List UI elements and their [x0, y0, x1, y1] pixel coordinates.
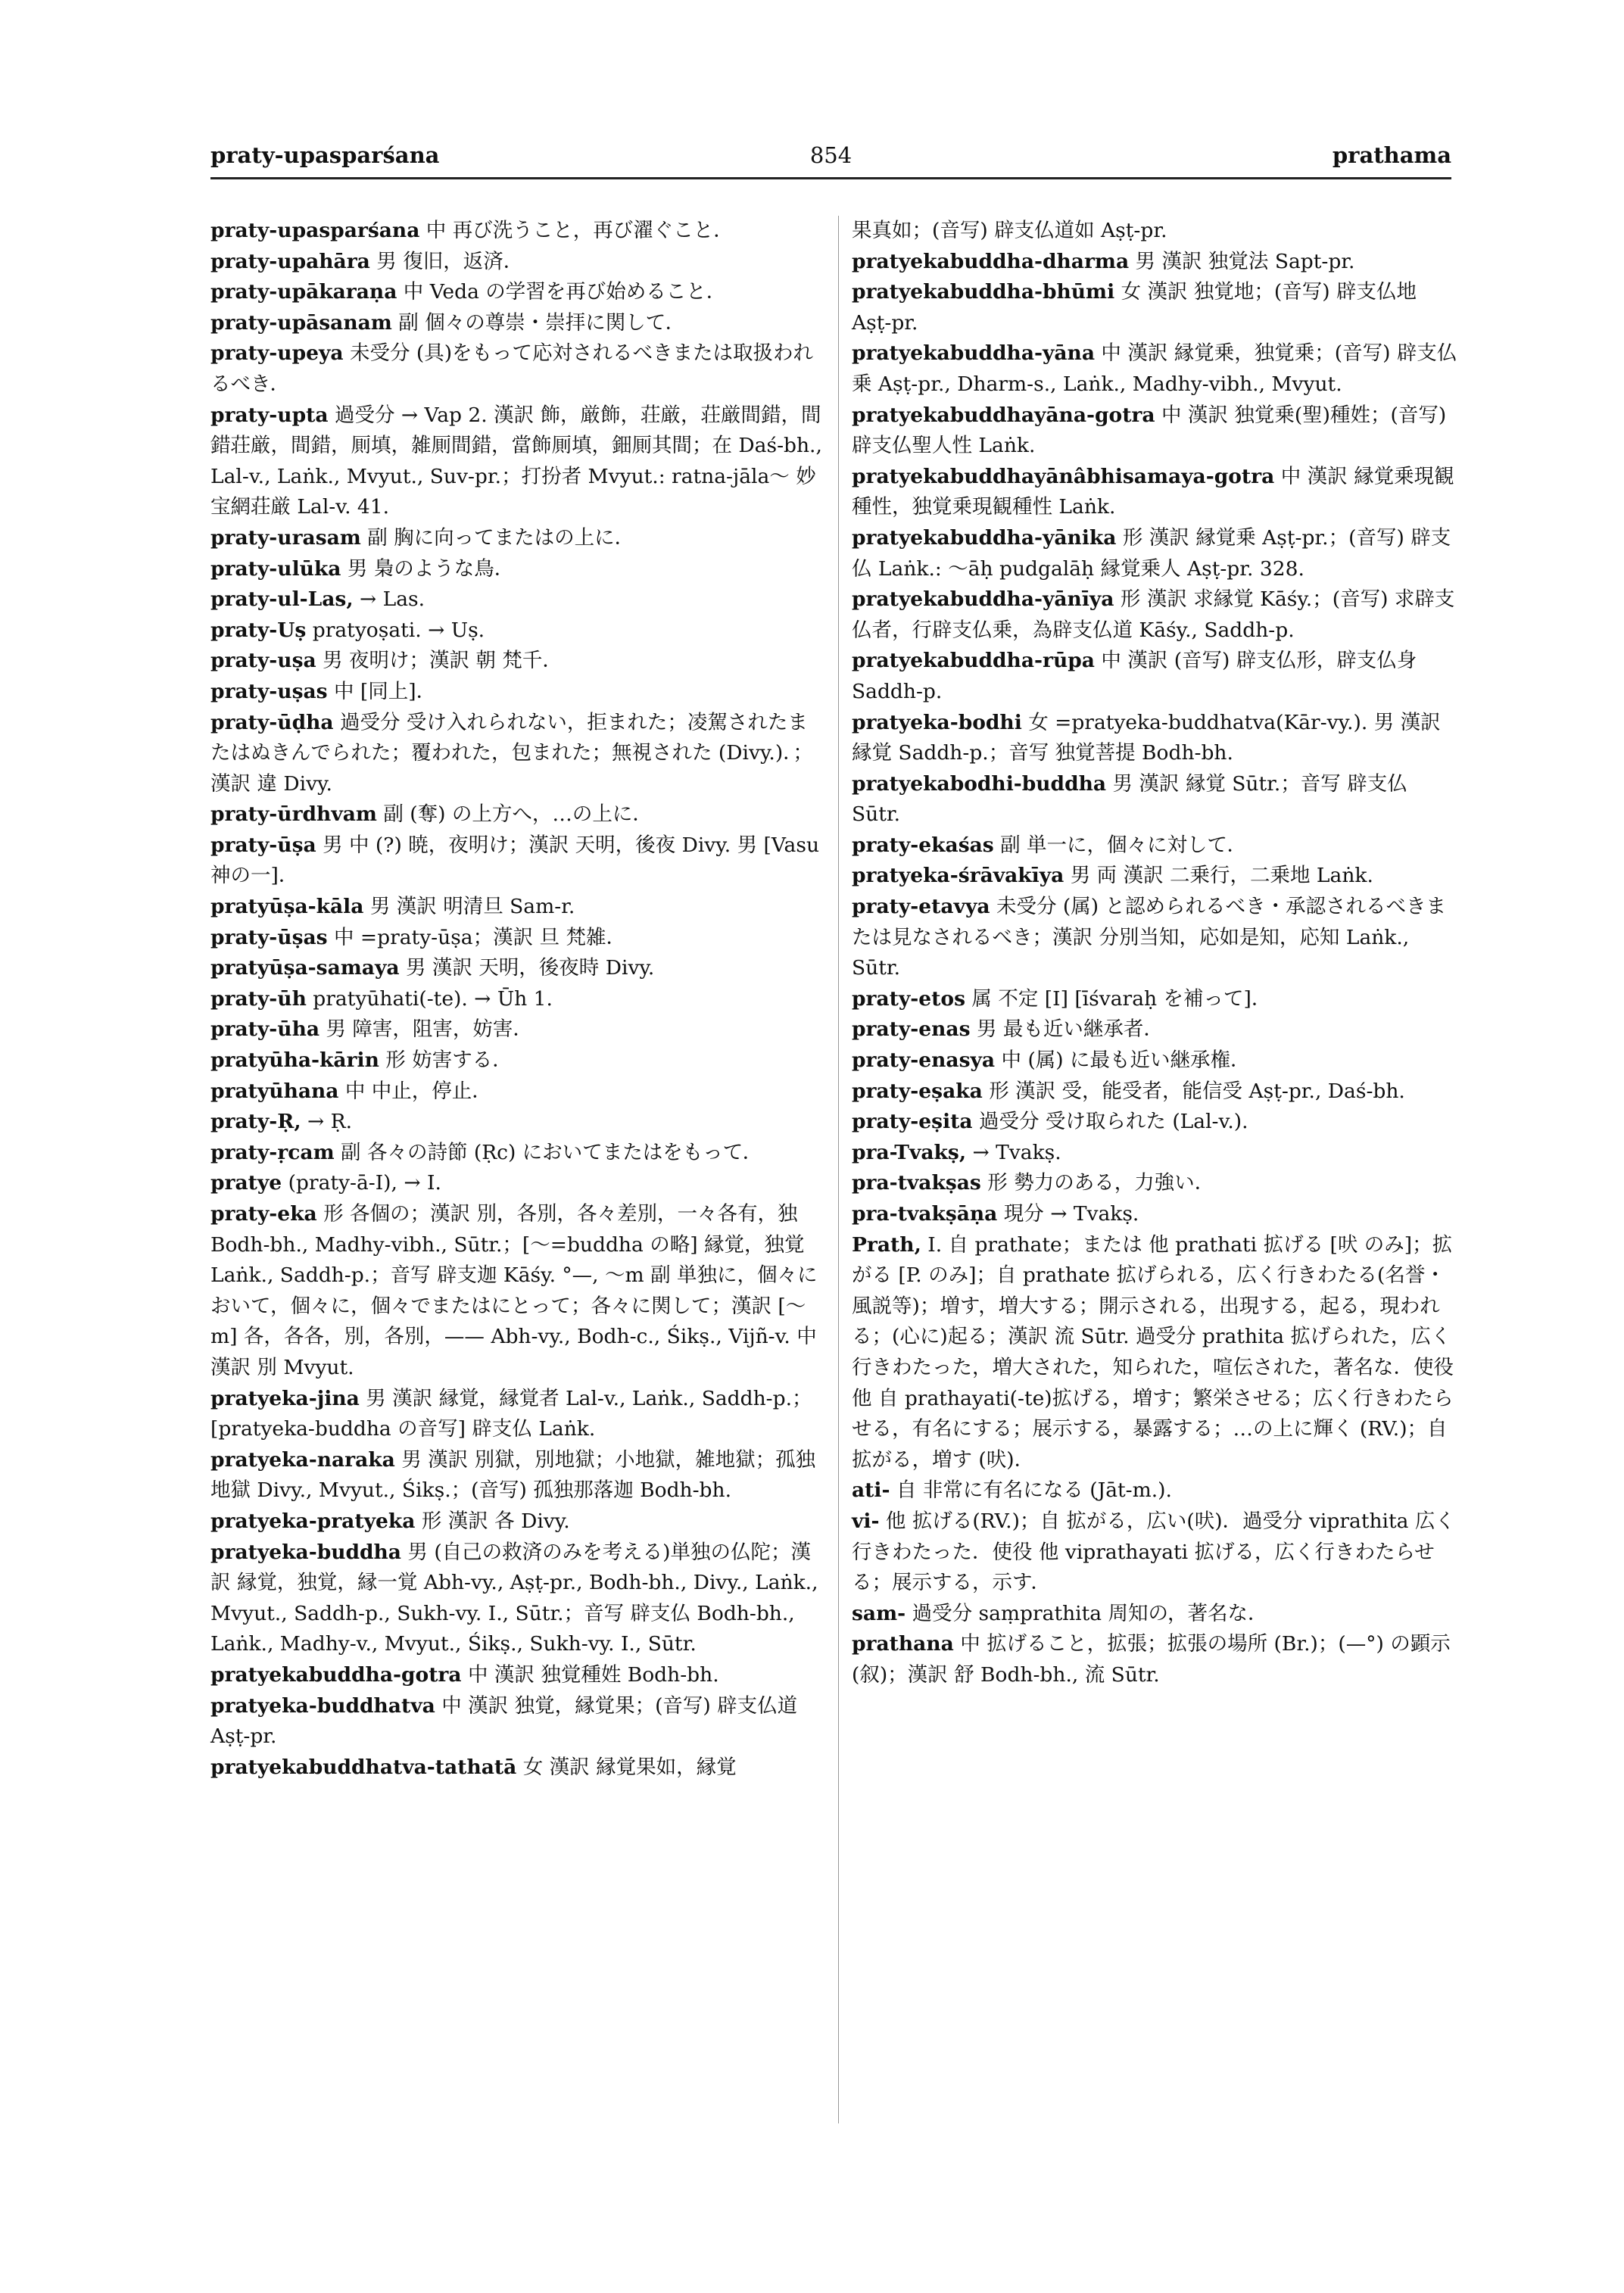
headword: pratyeka-bodhi: [852, 710, 1022, 734]
headword: praty-ṛcam: [210, 1140, 335, 1164]
entry-2: praty-upākaraṇa 中 Veda の学習を再び始めること．: [210, 280, 727, 304]
headword: praty-Uṣ: [210, 618, 307, 642]
entry-r1: pratyekabuddha-dharma 男 漢訳 独覚法 Sapt-pr.: [852, 249, 1355, 273]
entry-24: pratye (praty-ā-I), → I.: [210, 1171, 441, 1195]
entry-21: pratyūhana 中 中止，停止．: [210, 1079, 492, 1103]
headword: pra-tvakṣāṇa: [852, 1202, 998, 1226]
headword: praty-uṣas: [210, 679, 328, 703]
headword: pratyeka-buddha: [210, 1540, 401, 1564]
entry-15: pratyūṣa-kāla 男 漢訳 明清旦 Sam-r.: [210, 895, 575, 919]
headword: praty-eka: [210, 1202, 317, 1226]
headword: praty-upasparśana: [210, 219, 420, 242]
header-right-guideword: prathama: [1332, 142, 1451, 168]
headword: pratyekabuddha-gotra: [210, 1662, 462, 1687]
headword: pratyeka-pratyeka: [210, 1509, 416, 1533]
entry-r15: praty-enas 男 最も近い継承者．: [852, 1017, 1164, 1042]
headword: praty-upeya: [210, 341, 344, 366]
headword: praty-ūṣa: [210, 833, 316, 857]
headword: pratyekabuddhatva-tathatā: [210, 1755, 517, 1779]
entry-23: praty-ṛcam 副 各々の詩節 (Ṛc) においてまたはをもって．: [210, 1140, 763, 1164]
entry-r12: pratyeka-śrāvakīya 男 両 漢訳 二乗行，二乗地 Laṅk.: [852, 864, 1373, 888]
headword: praty-enas: [852, 1017, 971, 1042]
headword: pratyeka-śrāvakīya: [852, 864, 1064, 888]
headword: Prath,: [852, 1232, 921, 1257]
entry-r21: pra-tvakṣāṇa 現分 → Tvakṣ.: [852, 1202, 1139, 1226]
entry-25: praty-eka 形 各個の；漢訳 別，各別，各々差別，一々各有，独 Bodh-bh., Madhy-vibh., Sūtr.；[～=buddha の略] 縁覚，独覚 Laṅk., Saddh-p.；音写 辟支迦 Kāśy. °—, ～m 副 単独に，個々において，個々に，個々でまたはにとって；各々に関して；漢訳 [～m] 各，各各，別，各別，—— Abh-vy., Bodh-c., Śikṣ., Vijñ-v. 中 漢訳 別 Mvyut.: [210, 1202, 818, 1379]
right-column: [852, 216, 1457, 1691]
headword: praty-etavya: [852, 895, 990, 919]
headword: praty-upākaraṇa: [210, 280, 397, 304]
entry-r0: 果真如；(音写) 辟支仏道如 Aṣṭ-pr.: [852, 219, 1167, 242]
entry-r14: praty-etos 属 不定 [I] [īśvaraḥ を補って]．: [852, 986, 1272, 1011]
headword: praty-Ṛ,: [210, 1110, 301, 1134]
entry-r5: pratyekabuddhayānâbhisamaya-gotra 中 漢訳 縁覚乗現観種性，独覚乗現観種性 Laṅk.: [852, 464, 1454, 519]
entry-31: pratyeka-buddhatva 中 漢訳 独覚，縁覚果；(音写) 辟支仏道 Aṣṭ-pr.: [210, 1693, 798, 1749]
headword: pratyekabuddha-dharma: [852, 249, 1130, 273]
entry-r9: pratyeka-bodhi 女 =pratyeka-buddhatva(Kār-vy.). 男 漢訳 縁覚 Saddh-p.；音写 独覚菩提 Bodh-bh.: [852, 710, 1441, 765]
entry-19: praty-ūha 男 障害，阻害，妨害．: [210, 1017, 533, 1042]
headword: praty-ūha: [210, 1017, 320, 1042]
headword: ati-: [852, 1478, 890, 1503]
entry-7: praty-ulūka 男 梟のような鳥．: [210, 556, 515, 581]
headword: praty-ūh: [210, 986, 307, 1011]
headword: pratyekabuddha-rūpa: [852, 649, 1095, 673]
entry-16: praty-ūṣas 中 =praty-ūṣa；漢訳 旦 梵雑．: [210, 925, 626, 949]
page-number: 854: [809, 142, 853, 168]
entry-32: pratyekabuddhatva-tathatā 女 漢訳 縁覚果如，縁覚: [210, 1755, 737, 1779]
entry-5: praty-upta 過受分 → Vap 2. 漢訳 飾，厳飾，荘厳，荘厳間錯，間錯荘厳，間錯，厠填，雑厠間錯，當飾厠填，鈿厠其間；在 Daś-bh., Lal-v., Laṅk., Mvyut., Suv-pr.；打扮者 Mvyut.: ratna-jāla～ 妙宝網荘厳 Lal-v. 41.: [210, 403, 822, 519]
headword: praty-upta: [210, 403, 329, 427]
entry-13: praty-ūrdhvam 副 (奪) の上方へ，…の上に．: [210, 802, 653, 827]
entry-r4: pratyekabuddhayāna-gotra 中 漢訳 独覚乗(聖)種姓；(音写) 辟支仏聖人性 Laṅk.: [852, 403, 1447, 458]
headword: praty-eṣaka: [852, 1079, 983, 1103]
headword: pra-Tvakṣ,: [852, 1140, 967, 1164]
entry-r25: sam- 過受分 saṃprathita 周知の，著名な．: [852, 1601, 1268, 1625]
entry-28: pratyeka-pratyeka 形 漢訳 各 Divy.: [210, 1509, 570, 1533]
headword: pratyekabodhi-buddha: [852, 771, 1107, 796]
entry-30: pratyekabuddha-gotra 中 漢訳 独覚種姓 Bodh-bh.: [210, 1662, 719, 1687]
entry-8: praty-ul-Las, → Las.: [210, 587, 425, 612]
headword: pratye: [210, 1171, 282, 1195]
entry-r8: pratyekabuddha-rūpa 中 漢訳 (音写) 辟支仏形，辟支仏身 Saddh-p.: [852, 649, 1417, 703]
entry-29: pratyeka-buddha 男 (自己の救済のみを考える)単独の仏陀；漢訳 縁覚，独覚，縁一覚 Abh-vy., Aṣṭ-pr., Bodh-bh., Divy., Laṅk., Mvyut., Saddh-p., Sukh-vy. I., Sūtr.；音写 辟支仏 Bodh-bh., Laṅk., Madhy-v., Mvyut., Śikṣ., Sukh-vy. I., Sūtr.: [210, 1540, 818, 1656]
headword: pratyeka-naraka: [210, 1447, 395, 1472]
entry-r24: vi- 他 拡げる(RV.)；自 拡がる，広い(吠)．過受分 viprathita 広く行きわたった．使役 他 viprathayati 拡げる，広く行きわたらせる；展示する，示す．: [852, 1509, 1455, 1595]
headword: pratyeka-buddhatva: [210, 1693, 435, 1718]
headword: praty-uṣa: [210, 649, 316, 673]
headword: praty-ūḍha: [210, 710, 334, 734]
headword: pratyūha-kārin: [210, 1048, 379, 1073]
entry-4: praty-upeya 未受分 (具)をもって応対されるべきまたは取扱われるべき．: [210, 341, 814, 396]
headword: pratyekabuddhayānâbhisamaya-gotra: [852, 464, 1275, 488]
entry-6: praty-urasam 副 胸に向ってまたはの上に．: [210, 525, 635, 550]
headword: pratyekabuddha-yāna: [852, 341, 1095, 366]
entry-r2: pratyekabuddha-bhūmi 女 漢訳 独覚地；(音写) 辟支仏地 Aṣṭ-pr.: [852, 280, 1417, 335]
entry-0: praty-upasparśana 中 再び洗うこと，再び濯ぐこと．: [210, 219, 734, 242]
headword: praty-urasam: [210, 525, 361, 550]
headword: praty-upāsanam: [210, 310, 392, 335]
headword: praty-enasya: [852, 1048, 996, 1073]
entry-r6: pratyekabuddha-yānika 形 漢訳 縁覚乗 Aṣṭ-pr.；(音写) 辟支仏 Laṅk.: ～āḥ pudgalāḥ 縁覚乗人 Aṣṭ-pr. 328.: [852, 525, 1451, 581]
column-divider: [838, 216, 839, 2123]
entry-r3: pratyekabuddha-yāna 中 漢訳 縁覚乗，独覚乗；(音写) 辟支仏乗 Aṣṭ-pr., Dharm-s., Laṅk., Madhy-vibh., Mvyut.: [852, 341, 1457, 396]
header-rule: [210, 177, 1451, 179]
entry-r13: praty-etavya 未受分 (属) と認められるべき・承認されるべきまたは見なされるべき；漢訳 分別当知，応如是知，応知 Laṅk., Sūtr.: [852, 895, 1446, 980]
entry-r19: pra-Tvakṣ, → Tvakṣ.: [852, 1140, 1061, 1164]
entry-r20: pra-tvakṣas 形 勢力のある，力強い．: [852, 1171, 1215, 1195]
headword: pratyekabuddha-bhūmi: [852, 280, 1115, 304]
headword: pratyekabuddha-yānīya: [852, 587, 1114, 612]
entry-r16: praty-enasya 中 (属) に最も近い継承権．: [852, 1048, 1251, 1073]
entry-r17: praty-eṣaka 形 漢訳 受，能受者，能信受 Aṣṭ-pr., Daś-bh.: [852, 1079, 1405, 1103]
left-column: [210, 216, 824, 1783]
entry-10: praty-uṣa 男 夜明け；漢訳 朝 梵千．: [210, 649, 563, 673]
entry-9: praty-Uṣ pratyoṣati. → Uṣ.: [210, 618, 485, 642]
headword: pratyūṣa-kāla: [210, 895, 364, 919]
entry-12: praty-ūḍha 過受分 受け入れられない，拒まれた；凌駕されたまたはぬきんでられた；覆われた，包まれた；無視された (Divy.)．；漢訳 違 Divy.: [210, 710, 813, 796]
entry-20: pratyūha-kārin 形 妨害する．: [210, 1048, 513, 1073]
entry-r11: praty-ekaśas 副 単一に，個々に対して．: [852, 833, 1248, 857]
headword: praty-ulūka: [210, 556, 341, 581]
headword: praty-ul-Las,: [210, 587, 354, 612]
headword: praty-ūṣas: [210, 925, 328, 949]
headword: sam-: [852, 1601, 906, 1625]
entry-18: praty-ūh pratyūhati(-te). → Ūh 1.: [210, 986, 553, 1011]
entry-22: praty-Ṛ, → Ṛ.: [210, 1110, 352, 1134]
entry-3: praty-upāsanam 副 個々の尊崇・崇拝に関して．: [210, 310, 686, 335]
entry-r18: praty-eṣita 過受分 受け取られた (Lal-v.).: [852, 1110, 1248, 1134]
running-header: [210, 142, 1451, 173]
headword: praty-upahāra: [210, 249, 370, 273]
entry-r7: pratyekabuddha-yānīya 形 漢訳 求縁覚 Kāśy.；(音写) 求辟支仏者，行辟支仏乗，為辟支仏道 Kāśy., Saddh-p.: [852, 587, 1455, 642]
entry-r26: prathana 中 拡げること，拡張；拡張の場所 (Br.)；(—°) の顕示 (叙)；漢訳 舒 Bodh-bh., 流 Sūtr.: [852, 1632, 1451, 1687]
headword: praty-ekaśas: [852, 833, 994, 857]
entry-r23: ati- 自 非常に有名になる (Jāt-m.).: [852, 1478, 1172, 1503]
entry-1: praty-upahāra 男 復旧，返済．: [210, 249, 524, 273]
headword: pratyeka-jina: [210, 1386, 360, 1410]
entry-17: pratyūṣa-samaya 男 漢訳 天明，後夜時 Divy.: [210, 956, 655, 980]
entry-27: pratyeka-naraka 男 漢訳 別獄，別地獄；小地獄，雑地獄；孤独地獄 Divy., Mvyut., Śikṣ.；(音写) 孤独那落迦 Bodh-bh.: [210, 1447, 816, 1503]
entry-11: praty-uṣas 中 [同上]．: [210, 679, 437, 703]
entry-r10: pratyekabodhi-buddha 男 漢訳 縁覚 Sūtr.；音写 辟支仏 Sūtr.: [852, 771, 1407, 827]
headword: pratyekabuddhayāna-gotra: [852, 403, 1155, 427]
headword: praty-eṣita: [852, 1110, 973, 1134]
headword: pratyūhana: [210, 1079, 339, 1103]
headword: pratyūṣa-samaya: [210, 956, 400, 980]
headword: vi-: [852, 1509, 880, 1533]
headword: prathana: [852, 1632, 954, 1656]
headword: praty-etos: [852, 986, 965, 1011]
entry-14: praty-ūṣa 男 中 (?) 暁，夜明け；漢訳 天明，後夜 Divy. 男 [Vasu 神の一]．: [210, 833, 820, 888]
headword: praty-ūrdhvam: [210, 802, 377, 827]
entry-r22: Prath, I. 自 prathate；または 他 prathati 拡げる [吠 のみ]；拡がる [P. のみ]；自 prathate 拡げられる，広く行きわたる(名誉・風説等)；増す，増大する；開示される，出現する，起る，現われる；(心に)起る；漢訳 流 Sūtr. 過受分 prathita 拡げられた，広く行きわたった，増大された，知られた，喧伝された，著名な．使役 他 自 prathayati(-te)拡げる，増す；繁栄させる；広く行きわたらせる，有名にする；展示する，暴露する；…の上に輝く (RV.)；自 拡がる，増す (吠)．: [852, 1232, 1454, 1472]
headword: pratyekabuddha-yānika: [852, 525, 1117, 550]
entry-26: pratyeka-jina 男 漢訳 縁覚，縁覚者 Lal-v., Laṅk., Saddh-p.；[pratyeka-buddha の音写] 辟支仏 Laṅk.: [210, 1386, 812, 1441]
header-left-guideword: praty-upasparśana: [210, 142, 440, 168]
headword: pra-tvakṣas: [852, 1171, 981, 1195]
